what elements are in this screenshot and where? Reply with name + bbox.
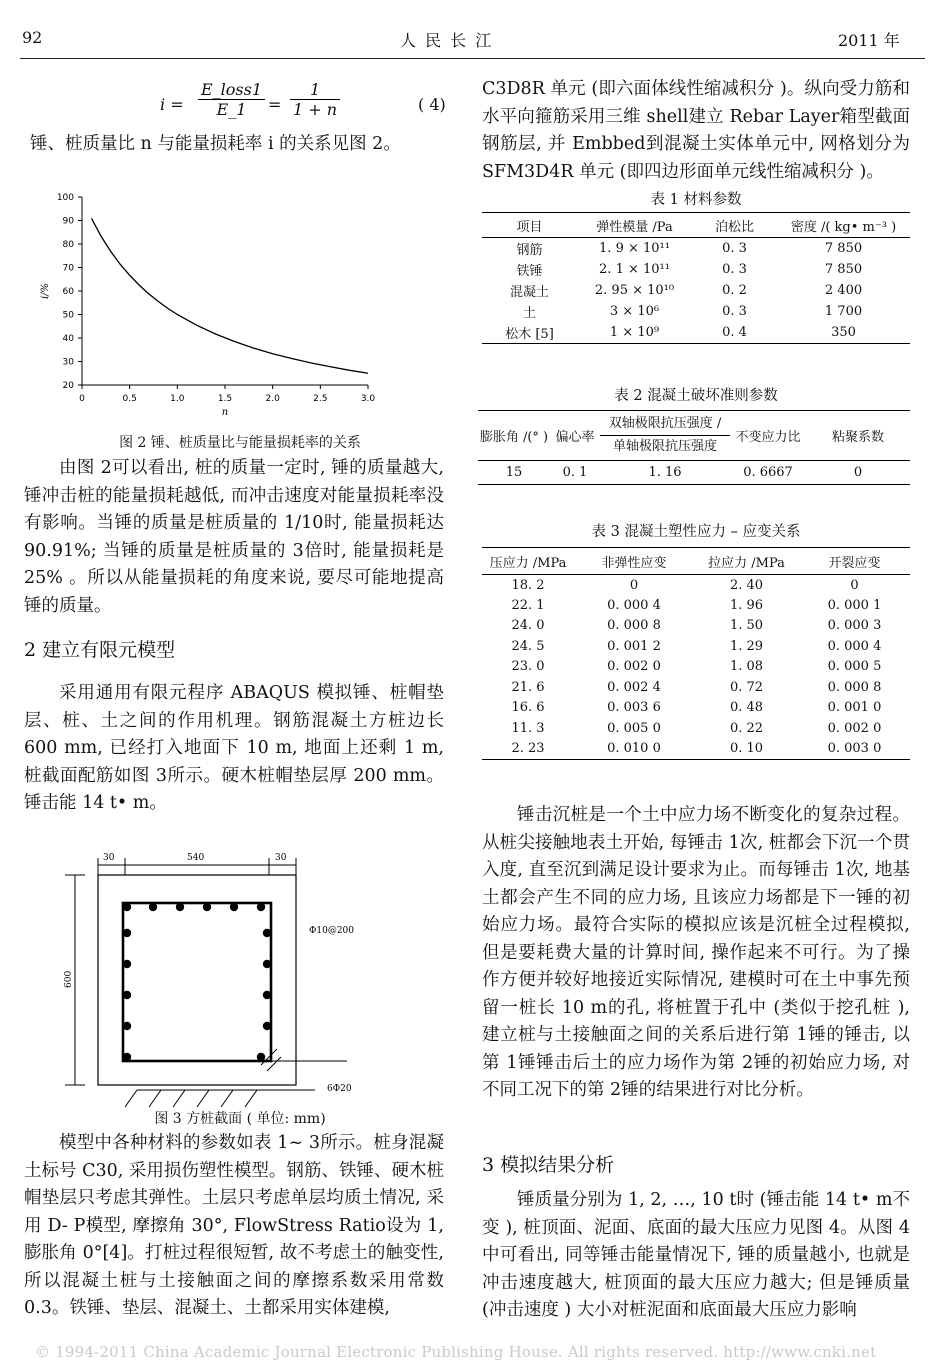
dim-600: 600 (64, 970, 74, 988)
table1-cell: 0. 3 (722, 261, 747, 277)
table3-cell: 2. 23 (511, 741, 545, 757)
formula-lhs: i = (160, 95, 184, 114)
section-2-title: 2 建立有限元模型 (24, 639, 176, 661)
fig3-section-drawing (55, 845, 395, 1110)
x-tick-label: 2.5 (313, 394, 328, 404)
rebar-dot (263, 991, 271, 999)
table1-cell: 2. 1 × 10¹¹ (599, 261, 670, 277)
table3-cell: 0. 001 0 (827, 700, 882, 716)
rebar-dot (230, 903, 238, 911)
rebar-dot (263, 1022, 271, 1030)
table3-cell: 18. 2 (511, 577, 545, 593)
table1-cell: 1. 9 × 10¹¹ (599, 240, 670, 256)
formula-fraction-1 (198, 80, 265, 119)
formula-4 (160, 80, 450, 130)
series-line (92, 218, 368, 373)
table1-header: 泊松比 (714, 219, 754, 235)
table2-header-biaxial-line1: 双轴极限抗压强度 / (608, 416, 722, 431)
table1-cell: 1 700 (824, 303, 863, 319)
table3-cell: 0. 10 (729, 741, 764, 757)
table3 (482, 547, 910, 760)
y-tick-label: 90 (62, 216, 74, 227)
paragraph-right-2: 锤击沉桩是一个土中应力场不断变化的复杂过程。从桩尖接触地表土开始, 每锤击 1次, 桩都会下沉一个贯入度, 直至沉到满足设计要求为止。而每锤击 1次, 地基土都会产生不同的应力场, 且该应力场都是下一锤的初始应力场。最符合实际的模拟应该是沉桩全过程模拟, 但是要耗费大量的计算时间, 操作起来不可行。为了操作方便并较好地接近实际情况, 建模时可在土中事先预留一桩长 10 m的孔, 将桩置于孔中 (类似于挖孔桩 ), 建立桩与土接触面之间的关系后进行第 1锤的锤击, 以第 1锤锤击后土的应力场作为第 2锤的初始应力场, 对不同工况下的第 2锤的结果进行对比分析。 (482, 805, 910, 1100)
formula-num1: E_loss1 (198, 80, 265, 100)
table3-cell: 21. 6 (511, 679, 545, 695)
copyright-footer: © 1994-2011 China Academic Journal Electronic Publishing House. All rights reserved. http://www.cnki.net (35, 1343, 877, 1361)
table1-header: 密度 /( kg• m⁻³ ) (790, 219, 897, 235)
fig3-caption: 图 3 方桩截面 ( 单位: mm) (154, 1111, 326, 1127)
fig2-caption: 图 2 锤、桩质量比与能量损耗率的关系 (119, 435, 361, 451)
rebar-dot (203, 903, 211, 911)
y-tick-label: 40 (62, 334, 74, 344)
rebar-dot (123, 929, 131, 937)
dim-540: 540 (187, 853, 205, 863)
header-rule (20, 58, 925, 59)
table1-header: 项目 (516, 219, 543, 235)
table3-cell: 0. 72 (729, 679, 764, 695)
table2-cell: 0 (853, 465, 863, 480)
bars-label: 6Φ20 (327, 1084, 352, 1094)
table1-cell: 松木 [5] (505, 326, 554, 342)
rebar-dot (123, 960, 131, 968)
section-3-title: 3 模拟结果分析 (482, 1154, 615, 1176)
rebar-dot (149, 903, 157, 911)
table2-cell: 1. 16 (648, 465, 682, 480)
table2-header-biaxial (600, 411, 730, 461)
table1-cell: 2 400 (824, 282, 863, 298)
table3-cell: 0. 002 0 (607, 659, 661, 675)
paragraph-left-2: 采用通用有限元程序 ABAQUS 模拟锤、桩帽垫层、桩、土之间的作用机理。钢筋混凝土方桩边长 600 mm, 已经打入地面下 10 m, 地面上还剩 1 m, 桩截面配筋如图 3所示。硬木桩帽垫层厚 200 mm。锤击能 14 t• m。 (24, 683, 444, 813)
paragraph-right-1: C3D8R 单元 (即六面体线性缩减积分 )。纵向受力筋和水平向箍筋采用三维 shell建立 Rebar Layer箱型截面钢筋层, 并 Embbed到混凝土实体单元中, 网格划分为 SFM3D4R 单元 (即四边形面单元线性缩减积分 )。 (482, 79, 910, 182)
table1-title: 表 1 材料参数 (650, 192, 742, 208)
table3-cell: 0. 003 6 (607, 700, 661, 716)
y-tick-label: 50 (62, 310, 74, 321)
table3-cell: 0. 22 (729, 720, 764, 736)
rebar-dot (123, 991, 131, 999)
paragraph-right-3: 锤质量分别为 1, 2, …, 10 t时 (锤击能 14 t• m不变 ), 桩顶面、泥面、底面的最大压应力见图 4。从图 4中可看出, 同等锤击能量情况下, 锤的质量越小, 也就是冲击速度越大, 桩顶面的最大压应力越大; 但是锤质量 (冲击速度 ) 大小对桩泥面和底面最大压应力影响 (482, 1190, 910, 1320)
table3-cell: 1. 96 (729, 597, 764, 613)
table3-cell: 0 (850, 577, 859, 593)
table3-cell: 0. 000 5 (827, 659, 882, 675)
formula-num2: 1 (290, 80, 340, 100)
table3-cell: 0. 000 4 (827, 638, 882, 654)
rebar-dot (123, 903, 131, 911)
y-tick-label: 20 (62, 381, 74, 391)
rebar-dot (176, 903, 184, 911)
table3-cell: 0. 002 4 (607, 679, 661, 695)
table3-cell: 22. 1 (511, 597, 545, 613)
x-tick-label: 1.0 (170, 394, 185, 404)
table3-cell: 0. 001 2 (607, 638, 661, 654)
table3-cell: 24. 0 (511, 618, 545, 634)
formula-tag: ( 4) (418, 95, 446, 114)
rebar-dots (123, 903, 271, 1061)
table3-cell: 24. 5 (511, 638, 545, 654)
paragraph-left-3: 模型中各种材料的参数如表 1~ 3所示。桩身混凝土标号 C30, 采用损伤塑性模型。钢筋、铁锤、硬木桩帽垫层只考虑其弹性。土层只考虑单层均质土情况, 采用 D- P模型, 摩擦角 30°, FlowStress Ratio设为 1, 膨胀角 0°[4]。打桩过程很短暂, 故不考虑土的触变性, 所以混凝土桩与土接触面之间的摩擦系数采用常数 0.3。铁锤、垫层、混凝土、土都采用实体建模, (24, 1133, 444, 1318)
table3-header: 开裂应变 (828, 555, 881, 571)
y-tick-label: 30 (62, 357, 74, 368)
table1 (482, 212, 910, 344)
table2-header: 粘聚系数 (831, 430, 884, 445)
table2-header: 偏心率 (555, 430, 595, 445)
table3-cell: 0. 000 4 (607, 597, 661, 613)
table2-cell: 0. 6667 (743, 465, 793, 480)
table1-cell: 7 850 (824, 240, 863, 256)
table1-cell: 混凝土 (509, 284, 549, 300)
rebar-dot (123, 1022, 131, 1030)
table3-cell: 0. 003 0 (827, 741, 882, 757)
table3-cell: 1. 29 (729, 638, 764, 654)
x-tick-label: 0 (79, 394, 85, 404)
table2-cell: 15 (505, 465, 523, 480)
table2-header: 不变应力比 (735, 430, 801, 445)
table1-cell: 0. 3 (722, 240, 747, 256)
dim-30-right: 30 (275, 853, 287, 863)
formula-fraction-2 (290, 80, 340, 119)
table1-cell: 铁锤 (516, 263, 543, 279)
table3-header: 拉应力 /MPa (708, 555, 785, 571)
rebar-dot (263, 960, 271, 968)
table3-cell: 0. 002 0 (827, 720, 882, 736)
table1-header: 弹性模量 /Pa (596, 219, 673, 235)
y-tick-label: 70 (62, 263, 74, 274)
table3-cell: 0. 005 0 (607, 720, 661, 736)
formula-den2: 1 + n (293, 100, 338, 119)
table3-cell: 0. 48 (729, 700, 764, 716)
table3-cell: 16. 6 (511, 700, 545, 716)
stirrup-outline (123, 903, 271, 1061)
table1-cell: 7 850 (824, 261, 863, 277)
rebar-dot (257, 1053, 265, 1061)
x-tick-label: 2.0 (265, 394, 280, 404)
stirrup-label: Φ10@200 (309, 926, 355, 936)
rebar-dot (123, 1053, 131, 1061)
table2-title: 表 2 混凝土破坏准则参数 (614, 388, 778, 404)
table1-cell: 0. 4 (722, 324, 747, 340)
y-tick-label: 60 (62, 287, 74, 297)
y-tick-label: 80 (62, 240, 74, 250)
table1-cell: 0. 3 (722, 303, 747, 319)
x-tick-label: 3.0 (360, 394, 376, 404)
table3-header: 压应力 /MPa (489, 555, 567, 571)
x-tick-label: 0.5 (122, 394, 137, 404)
x-axis-label: n (221, 407, 229, 418)
table3-cell: 23. 0 (511, 659, 545, 675)
table1-cell: 1 × 10⁹ (609, 324, 660, 340)
table2 (478, 410, 910, 485)
table3-cell: 0. 000 1 (827, 597, 882, 613)
table3-cell: 2. 40 (729, 577, 764, 593)
table1-cell: 350 (831, 324, 856, 340)
table1-cell: 2. 95 × 10¹⁰ (594, 282, 675, 298)
fig2-chart (30, 185, 440, 430)
paragraph-left-1: 由图 2可以看出, 桩的质量一定时, 锤的质量越大, 锤冲击桩的能量损耗越低, 而冲击速度对能量损耗率没有影响。当锤的质量是桩质量的 1/10时, 能量损耗达 90.91%; 当锤的质量是桩质量的 3倍时, 能量损耗是 25% 。所以从能量损耗的角度来说, 要尽可能地提高锤的质量。 (24, 458, 444, 616)
table3-cell: 1. 50 (729, 618, 764, 634)
table3-title: 表 3 混凝土塑性应力 – 应变关系 (591, 524, 801, 540)
rebar-dot (263, 929, 271, 937)
page-number: 92 (22, 28, 43, 47)
table2-header-biaxial-line2: 单轴极限抗压强度 (600, 435, 730, 458)
table1-cell: 钢筋 (516, 242, 543, 258)
table2-header: 膨胀角 /(° ) (479, 430, 549, 445)
y-axis-label: i/% (40, 282, 51, 300)
table3-cell: 0. 000 8 (607, 618, 661, 634)
table3-cell: 0. 010 0 (607, 741, 661, 757)
formula-eq: = (268, 95, 282, 114)
table3-header: 非弹性应变 (601, 555, 667, 571)
year: 2011 年 (838, 31, 900, 50)
journal-name: 人 民 长 江 (400, 31, 494, 50)
table3-cell: 1. 08 (729, 659, 764, 675)
table1-cell: 3 × 10⁶ (609, 303, 660, 319)
dim-30-left: 30 (103, 853, 115, 863)
intro-line: 锤、桩质量比 n 与能量损耗率 i 的关系见图 2。 (30, 134, 401, 154)
formula-den1: E_1 (216, 100, 247, 119)
table1-cell: 0. 2 (722, 282, 747, 298)
y-tick-label: 100 (56, 193, 74, 203)
table3-cell: 0 (629, 577, 639, 593)
table3-cell: 0. 000 3 (827, 618, 882, 634)
table1-cell: 土 (522, 305, 536, 321)
rebar-dot (257, 903, 265, 911)
table3-cell: 11. 3 (511, 720, 545, 736)
table2-cell: 0. 1 (562, 465, 588, 480)
table3-cell: 0. 000 8 (827, 679, 882, 695)
x-tick-label: 1.5 (217, 394, 233, 404)
